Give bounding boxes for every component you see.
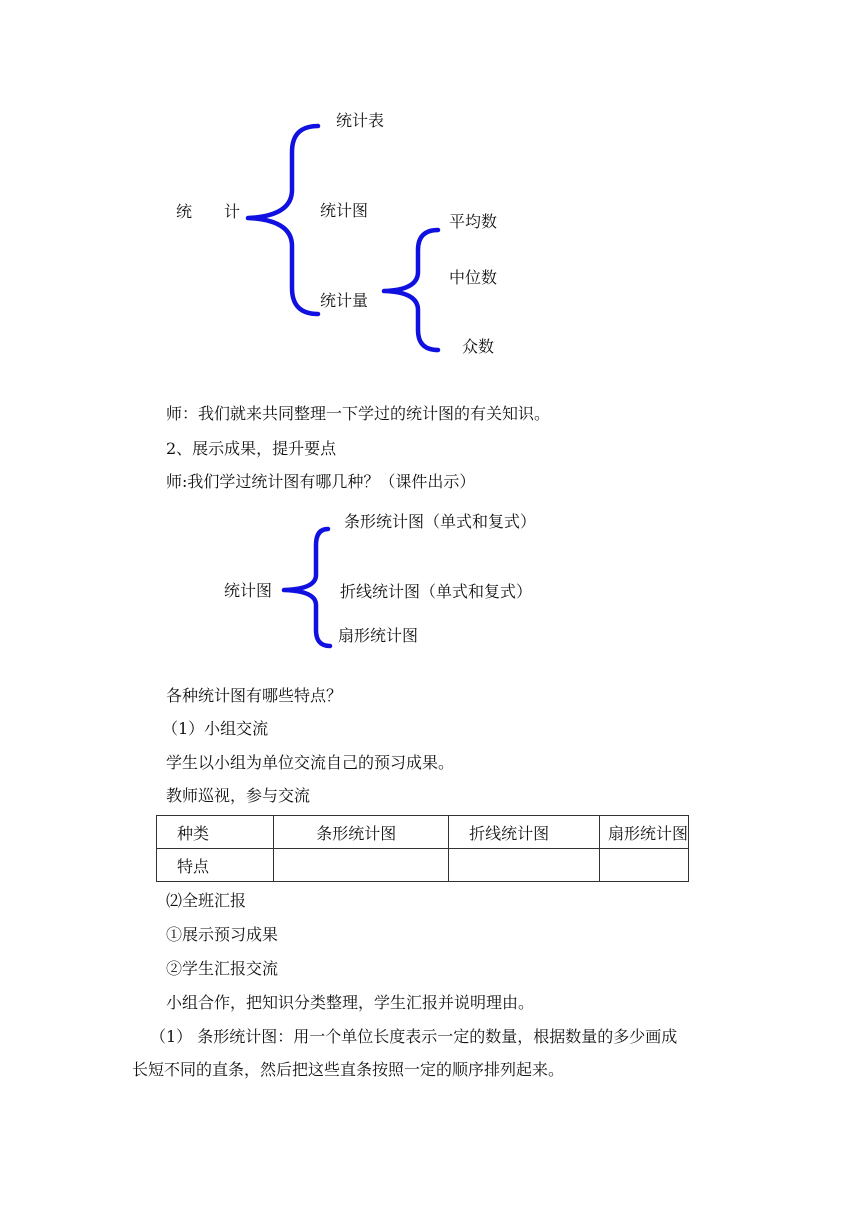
table-row-label: 特点 <box>157 849 274 882</box>
section-heading-2: 2、展示成果，提升要点 <box>166 439 337 458</box>
substep-show-results: ①展示预习成果 <box>166 925 279 944</box>
step-group-description: 学生以小组为单位交流自己的预习成果。 <box>166 753 455 772</box>
teacher-participation: 教师巡视，参与交流 <box>166 786 311 805</box>
chart-features-table <box>156 815 689 882</box>
mode-label: 众数 <box>462 337 495 356</box>
table-header-cell: 扇形统计图 <box>599 816 688 849</box>
chart-types-root-label: 统计图 <box>224 581 273 600</box>
median-label: 中位数 <box>449 268 498 287</box>
stat-table-label: 统计表 <box>336 111 385 130</box>
features-question: 各种统计图有哪些特点？ <box>166 686 343 705</box>
teacher-line-2: 师:我们学过统计图有哪几种？（课件出示） <box>166 472 476 491</box>
stat-chart-label: 统计图 <box>320 201 369 220</box>
table-header-cell: 种类 <box>157 816 274 849</box>
stat-measure-label: 统计量 <box>320 291 369 310</box>
step-class-report: ⑵全班汇报 <box>166 891 247 910</box>
bar-chart-definition-title <box>150 1027 677 1047</box>
chart-types-brace <box>284 529 330 646</box>
bar-chart-definition-line2: 长短不同的直条，然后把这些直条按照一定的顺序排列起来。 <box>132 1060 565 1079</box>
statistics-root-label: 统 计 <box>176 202 241 221</box>
table-cell <box>599 849 688 882</box>
bar-chart-item: 条形统计图（单式和复式） <box>344 512 537 531</box>
bar-chart-title-text: （1） 条形统计图： <box>150 1027 294 1046</box>
table-header-cell: 折线统计图 <box>449 816 600 849</box>
sub-brace <box>384 230 438 350</box>
step-group-discussion: （1）小组交流 <box>162 719 269 738</box>
teacher-line-1: 师：我们就来共同整理一下学过的统计图的有关知识。 <box>166 404 551 423</box>
table-cell <box>274 849 449 882</box>
table-row <box>157 849 689 882</box>
mean-label: 平均数 <box>449 212 498 231</box>
main-brace <box>248 126 318 314</box>
substep-report-exchange: ②学生汇报交流 <box>166 959 279 978</box>
table-header-row <box>157 816 689 849</box>
line-chart-item: 折线统计图（单式和复式） <box>340 582 533 601</box>
bar-chart-definition-line1: 用一个单位长度表示一定的数量，根据数量的多少画成 <box>293 1027 678 1046</box>
group-cooperation-line: 小组合作，把知识分类整理，学生汇报并说明理由。 <box>166 993 535 1012</box>
pie-chart-item: 扇形统计图 <box>338 626 419 645</box>
table-cell <box>449 849 600 882</box>
table-header-cell: 条形统计图 <box>274 816 449 849</box>
